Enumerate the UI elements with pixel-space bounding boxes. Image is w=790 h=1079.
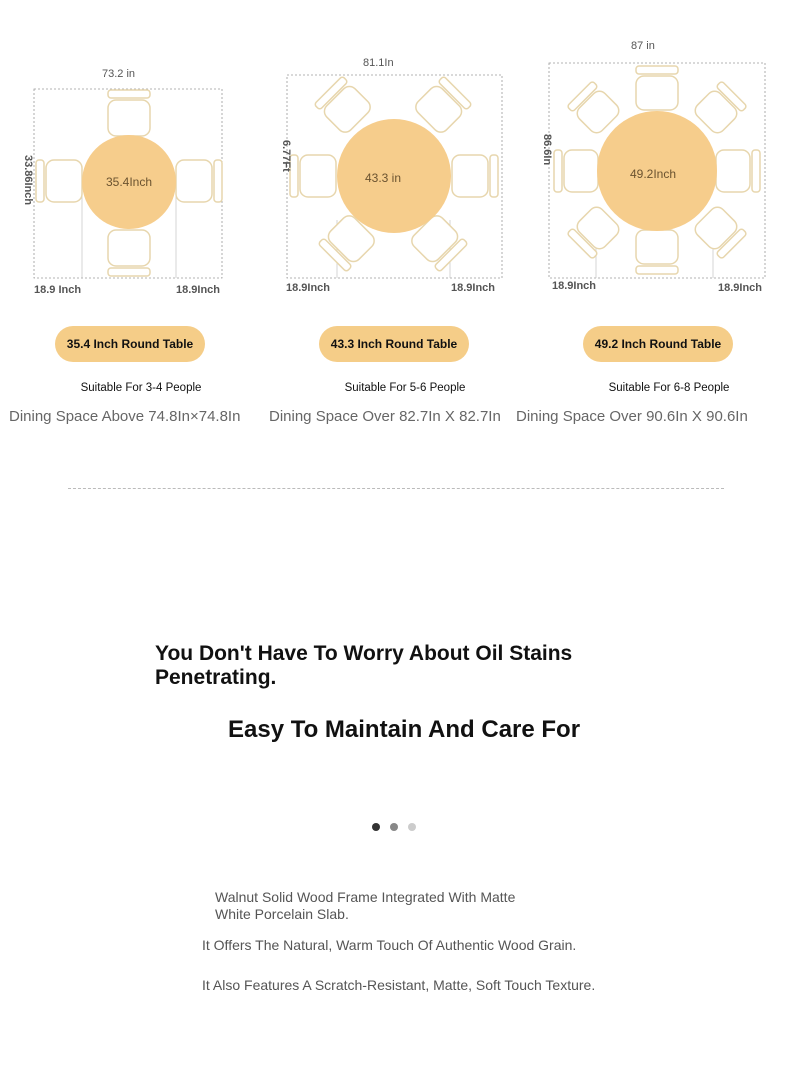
left-gap-label-2: 18.9Inch <box>286 282 331 294</box>
width-dimension-3: 87 in <box>631 40 655 52</box>
carousel-dot-1[interactable] <box>372 823 380 831</box>
right-gap-label-3: 18.9Inch <box>718 282 763 294</box>
description-line-3: It Also Features A Scratch-Resistant, Matte, Soft Touch Texture. <box>202 977 596 993</box>
right-gap-label-2: 18.9Inch <box>451 282 496 294</box>
width-dimension-2: 81.1In <box>363 57 394 69</box>
dining-space-text-2: Dining Space Over 82.7In X 82.7In <box>269 408 501 425</box>
left-gap-label-1: 18.9 Inch <box>34 284 82 296</box>
suitable-text-2: Suitable For 5-6 People <box>344 382 466 394</box>
chair-bottom <box>636 230 678 274</box>
table-size-label-2: 43.3 in <box>364 171 402 185</box>
dining-space-text-3: Dining Space Over 90.6In X 90.6In <box>516 408 748 425</box>
oil-stain-headline: You Don't Have To Worry About Oil Stains Penetrating. <box>155 642 573 689</box>
depth-dimension-2: 6.77Ft <box>280 140 292 172</box>
suitable-text-3: Suitable For 6-8 People <box>608 382 730 394</box>
right-gap-label-1: 18.9Inch <box>176 284 221 296</box>
table-size-pill-3: 49.2 Inch Round Table <box>583 326 733 362</box>
chair-right <box>716 150 760 192</box>
chair-left <box>554 150 598 192</box>
width-dimension-1: 73.2 in <box>102 68 136 80</box>
table-size-label-1: 35.4Inch <box>105 175 153 189</box>
layout-drawing-3 <box>0 0 790 300</box>
section-divider <box>68 488 724 489</box>
suitable-text-1: Suitable For 3-4 People <box>80 382 202 394</box>
table-size-label-3: 49.2Inch <box>629 167 677 181</box>
depth-dimension-3: 86.6In <box>541 134 553 166</box>
left-gap-label-3: 18.9Inch <box>552 280 597 292</box>
table-diagram-3 <box>0 0 790 300</box>
description-line-2: It Offers The Natural, Warm Touch Of Authentic Wood Grain. <box>202 937 577 953</box>
easy-maintain-headline: Easy To Maintain And Care For <box>228 716 581 743</box>
depth-dimension-1: 33.86Inch <box>22 155 34 206</box>
chair-top-right <box>692 81 747 136</box>
carousel-indicator <box>372 823 416 831</box>
chair-top-left <box>567 81 622 136</box>
table-size-pill-2: 43.3 Inch Round Table <box>319 326 469 362</box>
chair-top <box>636 66 678 110</box>
table-size-pill-1: 35.4 Inch Round Table <box>55 326 205 362</box>
carousel-dot-2[interactable] <box>390 823 398 831</box>
description-line-1: Walnut Solid Wood Frame Integrated With Matte White Porcelain Slab. <box>215 889 516 922</box>
carousel-dot-3[interactable] <box>408 823 416 831</box>
dining-space-text-1: Dining Space Above 74.8In×74.8In <box>9 408 241 425</box>
